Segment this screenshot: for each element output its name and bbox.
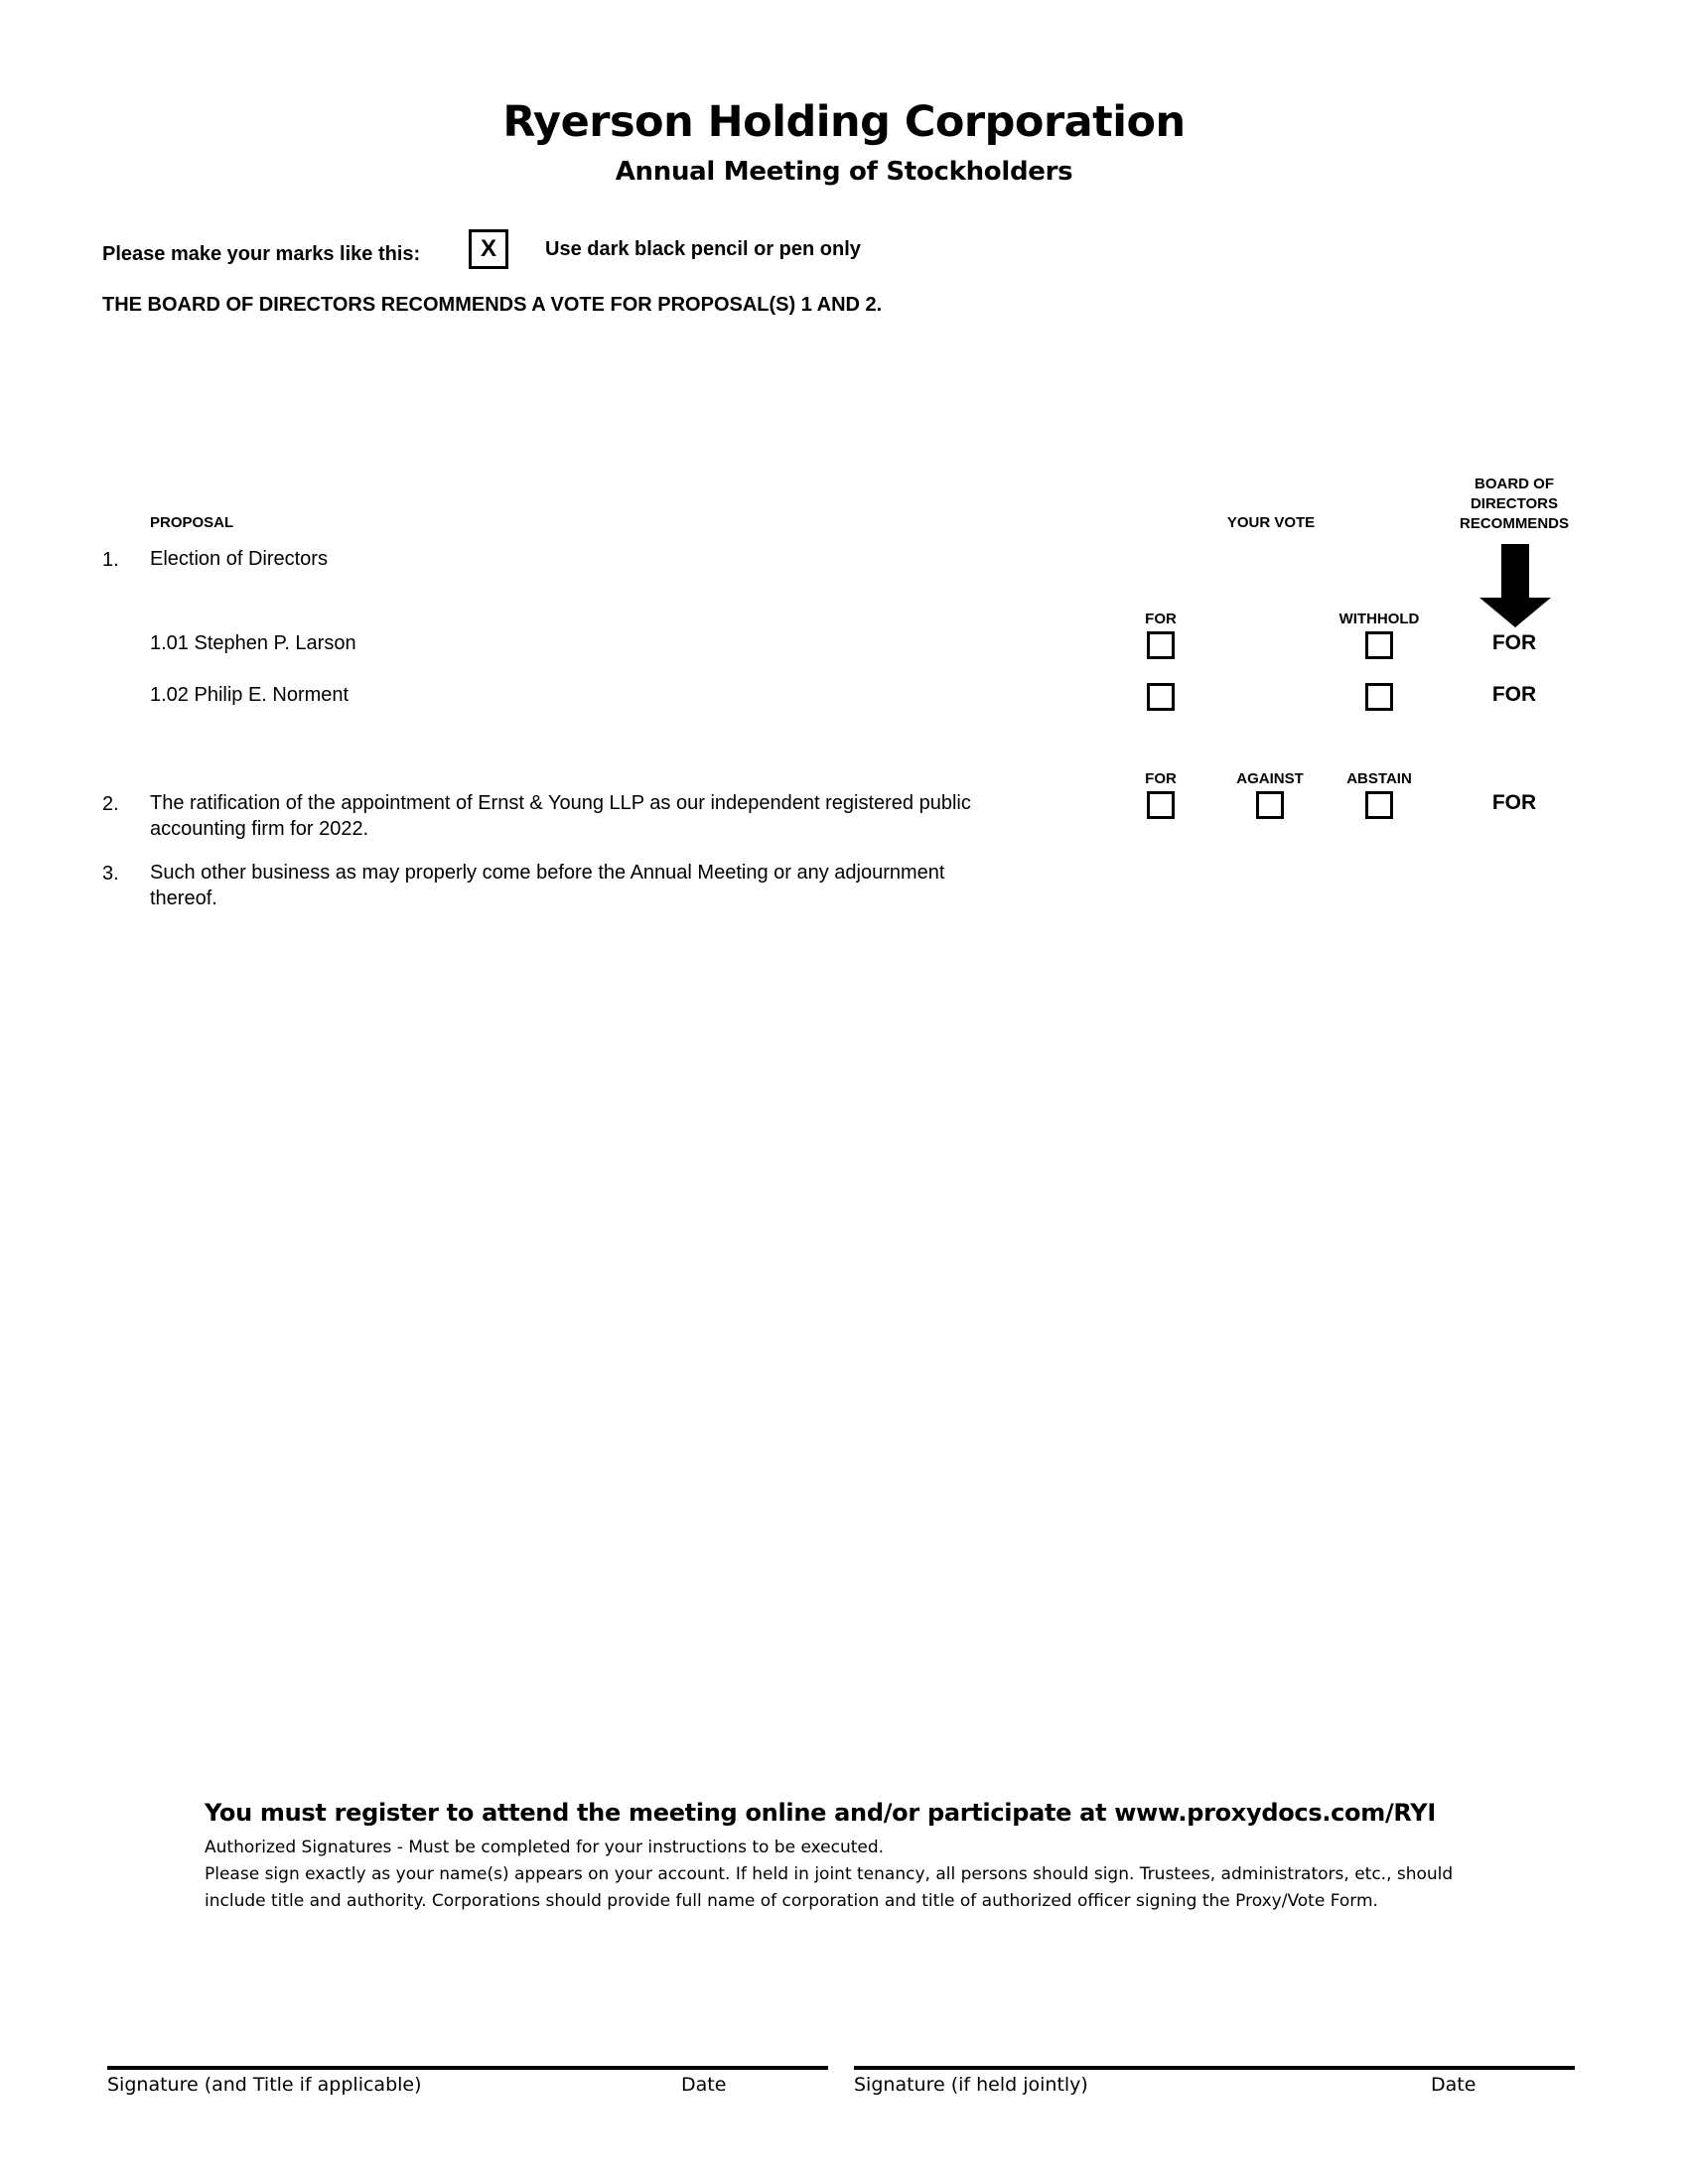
signature-line-1[interactable] (107, 2066, 828, 2070)
board-recommendation-statement: THE BOARD OF DIRECTORS RECOMMENDS A VOTE FOR PROPOSAL(S) 1 AND 2. (102, 294, 883, 316)
proposal-2-abstain-checkbox[interactable] (1365, 791, 1393, 819)
signature-1-label: Signature (and Title if applicable) (107, 2074, 422, 2096)
nominee-1-for-checkbox[interactable] (1147, 631, 1175, 659)
proposal-3-text-line-1: Such other business as may properly come before the Annual Meeting or any adjournment (150, 862, 945, 884)
signature-1-date-label: Date (681, 2074, 727, 2096)
nominee-1-name: 1.01 Stephen P. Larson (150, 632, 356, 654)
meeting-subtitle: Annual Meeting of Stockholders (615, 157, 1073, 187)
board-recommends-column-header (1445, 475, 1584, 534)
pen-hint: Use dark black pencil or pen only (545, 238, 861, 260)
nominee-2-name: 1.02 Philip E. Norment (150, 684, 350, 706)
proposal-column-header: PROPOSAL (150, 514, 234, 531)
proposal-3-text-line-2: thereof. (150, 887, 217, 909)
board-header-line-3: RECOMMENDS (1459, 515, 1569, 532)
your-vote-column-header: YOUR VOTE (1226, 514, 1316, 531)
nominee-1-board-recommendation: FOR (1491, 631, 1537, 654)
sample-mark-box: X (469, 229, 508, 269)
authorized-signatures-note: Authorized Signatures - Must be completed for your instructions to be executed. (205, 1838, 885, 1857)
proposal-1-withhold-label: WITHHOLD (1338, 611, 1420, 627)
proposal-1-text: Election of Directors (150, 548, 328, 570)
board-header-line-1: BOARD OF (1475, 476, 1554, 492)
proposal-2-against-checkbox[interactable] (1256, 791, 1284, 819)
company-title: Ryerson Holding Corporation (502, 97, 1186, 147)
nominee-2-withhold-checkbox[interactable] (1365, 683, 1393, 711)
proposal-2-abstain-label: ABSTAIN (1346, 770, 1412, 787)
nominee-1-withhold-checkbox[interactable] (1365, 631, 1393, 659)
proposal-1-for-label: FOR (1145, 611, 1177, 627)
proposal-2-board-recommendation: FOR (1491, 791, 1537, 814)
proposal-2-text-line-2: accounting firm for 2022. (150, 818, 369, 840)
board-header-line-2: DIRECTORS (1470, 495, 1559, 512)
nominee-2-for-checkbox[interactable] (1147, 683, 1175, 711)
marks-instruction-label: Please make your marks like this: (102, 243, 421, 265)
signature-line-2[interactable] (854, 2066, 1575, 2070)
proposal-1-number: 1. (102, 549, 119, 571)
signing-instructions: Please sign exactly as your name(s) appears on your account. If held in joint tenancy, all persons should sign. Trustees, administrators, etc., should include title and authority. Corporations should provide full name of corporation and title of authorized officer signing the Proxy/Vote Form. (205, 1864, 1454, 1911)
register-notice: You must register to attend the meeting online and/or participate at www.proxydocs.com/RYI (205, 1799, 1436, 1827)
proposal-2-for-label: FOR (1145, 770, 1177, 787)
nominee-2-board-recommendation: FOR (1491, 683, 1537, 706)
proposal-3-number: 3. (102, 863, 119, 885)
signature-2-label: Signature (if held jointly) (854, 2074, 1088, 2096)
down-arrow-icon (1477, 544, 1553, 629)
proposal-2-number: 2. (102, 793, 119, 815)
signature-2-date-label: Date (1431, 2074, 1477, 2096)
proposal-2-for-checkbox[interactable] (1147, 791, 1175, 819)
proposal-3-text (150, 860, 944, 911)
proposal-2-text (150, 790, 971, 842)
proposal-2-text-line-1: The ratification of the appointment of Ernst & Young LLP as our independent registered public (150, 792, 971, 814)
proposal-2-against-label: AGAINST (1236, 770, 1304, 787)
